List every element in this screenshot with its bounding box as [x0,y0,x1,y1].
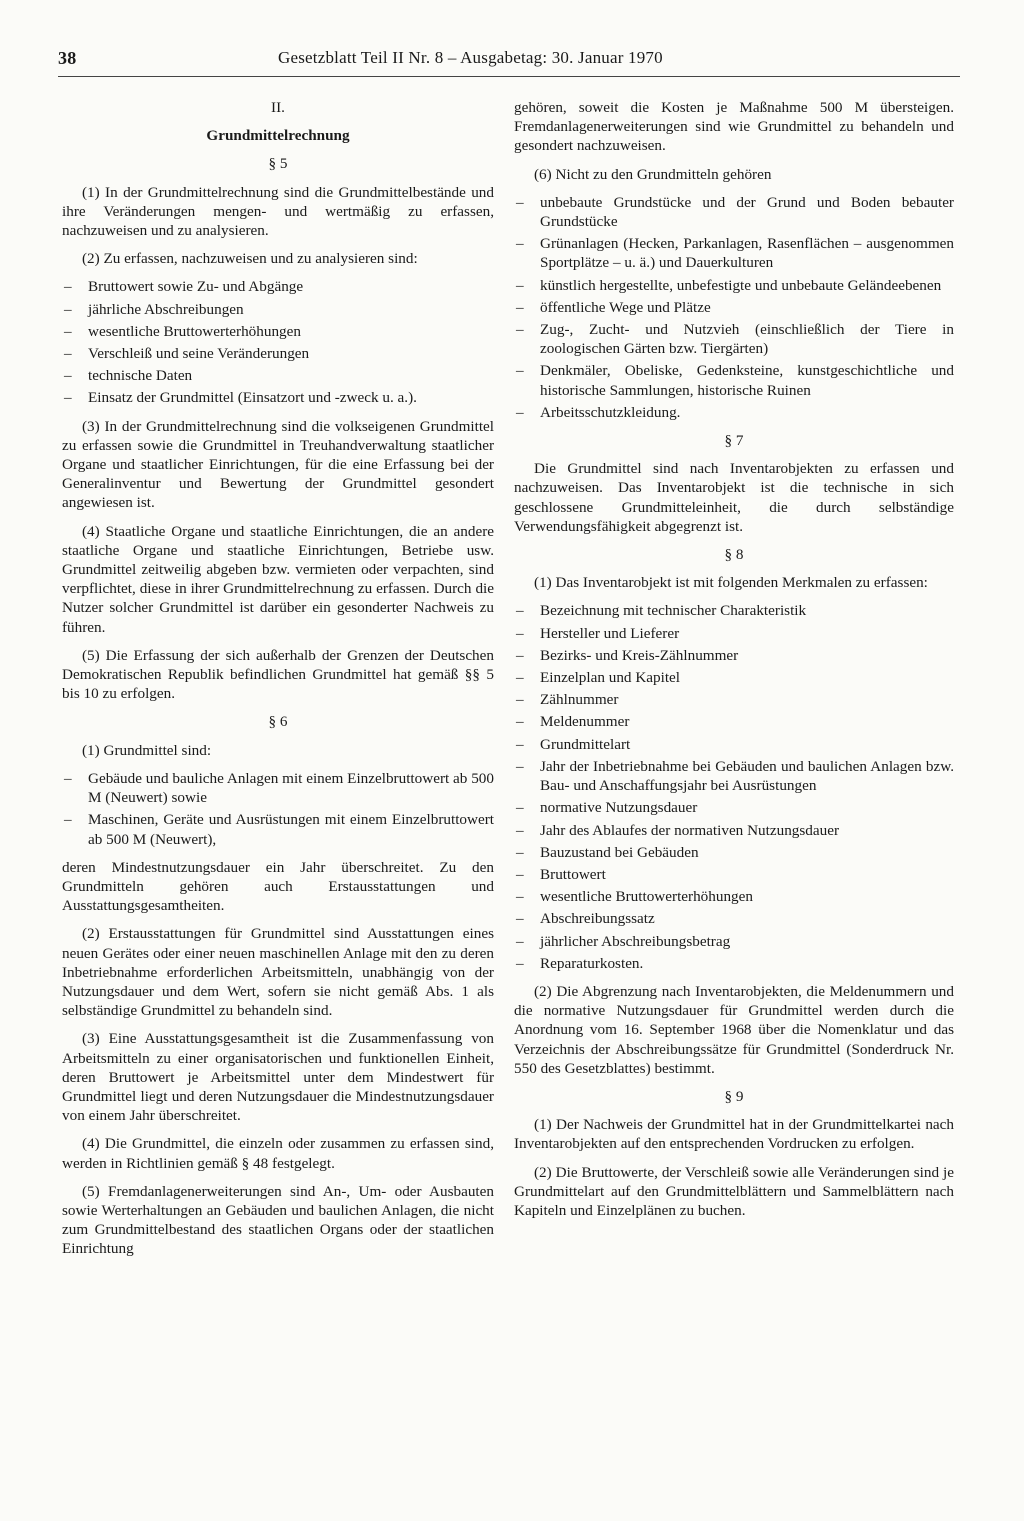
p6-2: (2) Erstausstattungen für Grundmittel sind Ausstattungen eines neuen Gerätes oder einer neuen maschinellen Anlage mit den zu deren Inbetriebnahme erforderlichen Arbeitsmitteln, unabhängig von der Nutzungsdauer und dem Wert, sofern sie nicht gemäß Abs. 1 als selbständige Grundmittel zu behandeln sind. [62,925,494,1020]
p5-2: (2) Zu erfassen, nachzuweisen und zu analysieren sind: [82,250,418,268]
list-item: – Maschinen, Geräte und Ausrüstungen mit einem Einzelbruttowert ab 500 M (Neuwert), [62,810,494,848]
list-item: – Jahr des Ablaufes der normativen Nutzungsdauer [514,821,954,840]
list-item: – wesentliche Bruttowerterhöhungen [514,887,954,906]
list-item: – Jahr der Inbetriebnahme bei Gebäuden und baulichen Anlagen bzw. Bau- und Anschaffungsjahr bei Ausrüstungen [514,757,954,795]
list-item: – künstlich hergestellte, unbefestigte und unbebaute Geländeebenen [514,276,954,295]
paragraph-heading-9: § 9 [724,1087,744,1105]
paragraph-heading-7: § 7 [724,432,744,450]
list-item: – Bruttowert sowie Zu- und Abgänge [62,277,494,296]
list-item: – jährlicher Abschreibungsbetrag [514,932,954,951]
list-item: – Grundmittelart [514,735,954,754]
list-item: – Bezeichnung mit technischer Charakteristik [514,601,954,620]
left-column [62,98,494,1268]
list-item: – Einzelplan und Kapitel [514,668,954,687]
list-item: – Grünanlagen (Hecken, Parkanlagen, Rasenflächen – ausgenommen Sportplätze – u. ä.) und Dauerkulturen [514,234,954,272]
paragraph-heading-5: § 5 [268,155,288,173]
p9-2: (2) Die Bruttowerte, der Verschleiß sowie alle Veränderungen sind je Grundmittelart auf den Grundmittelblättern und Sammelblättern nach Kapiteln und Einzelplänen zu buchen. [514,1163,954,1219]
list-item: – Einsatz der Grundmittel (Einsatzort und -zweck u. a.). [62,388,494,407]
p6-1: (1) Grundmittel sind: [82,741,212,759]
p5-2-list [62,277,494,407]
list-item: – Meldenummer [514,712,954,731]
p5-5: (5) Die Erfassung der sich außerhalb der Grenzen der Deutschen Demokratischen Republik befindlichen Grundmittel hat gemäß §§ 5 bis 10 zu erfolgen. [62,646,494,703]
list-item: – unbebaute Grundstücke und der Grund und Boden bebauter Grundstücke [514,193,954,231]
p9-1: (1) Der Nachweis der Grundmittel hat in der Grundmittelkartei nach Inventarobjekten auf den entsprechenden Vordrucken zu erfolgen. [514,1116,954,1153]
list-item: – normative Nutzungsdauer [514,798,954,817]
p6-1-list [62,769,494,849]
p8-1-list [514,601,954,972]
paragraph-heading-6: § 6 [268,713,288,731]
p6-4: (4) Die Grundmittel, die einzeln oder zusammen zu erfassen sind, werden in Richtlinien gemäß § 48 festgelegt. [62,1135,494,1172]
list-item: – wesentliche Bruttowerterhöhungen [62,322,494,341]
list-item: – Bruttowert [514,865,954,884]
list-item: – öffentliche Wege und Plätze [514,298,954,317]
p8-2: (2) Die Abgrenzung nach Inventarobjekten, die Meldenummern und die normative Nutzungsdauer für Grundmittel werden durch die Anordnung vom 16. September 1968 über die Nomenklatur und das Verzeichnis der Abschreibungssätze für Grundmittel (Sonderdruck Nr. 550 des Gesetzblattes) bestimmt. [514,982,954,1077]
section-number: II. [271,99,285,116]
running-title: Gesetzblatt Teil II Nr. 8 – Ausgabetag: 30. Januar 1970 [278,48,663,67]
list-item: – Zug-, Zucht- und Nutzvieh (einschließlich der Tiere in zoologischen Gärten bzw. Tiergärten) [514,320,954,358]
p6-3: (3) Eine Ausstattungsgesamtheit ist die Zusammenfassung von Arbeitsmitteln zu einer organisatorischen und funktionellen Einheit, deren Bruttowert je Arbeitsmittel unter dem Mindestwert für Grundmittel liegt und deren Nutzungsdauer die Mindestnutzungsdauer von einem Jahr überschreitet. [62,1030,494,1125]
list-item: – Zählnummer [514,690,954,709]
list-item: – jährliche Abschreibungen [62,300,494,319]
page-number: 38 [58,48,77,68]
p8-1: (1) Das Inventarobjekt ist mit folgenden Merkmalen zu erfassen: [534,574,928,592]
list-item: – Bezirks- und Kreis-Zählnummer [514,646,954,665]
paragraph-heading-8: § 8 [724,546,744,564]
p7: Die Grundmittel sind nach Inventarobjekten zu erfassen und nachzuweisen. Das Inventarobjekt ist die technische in sich geschlossene Grundmitteleinheit, die durch selbständige Verwendungsfähigkeit abgegrenzt ist. [514,460,954,535]
p5-1: (1) In der Grundmittelrechnung sind die Grundmittelbestände und ihre Veränderungen mengen- und wertmäßig zu erfassen, nachzuweisen und zu analysieren. [62,183,494,240]
list-item: – Hersteller und Lieferer [514,624,954,643]
list-item: – Bauzustand bei Gebäuden [514,843,954,862]
list-item: – Reparaturkosten. [514,954,954,973]
right-column [514,98,954,1229]
list-item: – Arbeitsschutzkleidung. [514,403,954,422]
p6-5: (5) Fremdanlagenerweiterungen sind An-, Um- oder Ausbauten sowie Werterhaltungen an Gebäuden und baulichen Anlagen, die nicht zum Grundmittelbestand des staatlichen Organs oder der staatlichen Einrichtung [62,1182,494,1258]
section-title: Grundmittelrechnung [206,127,350,145]
list-item: – Verschleiß und seine Veränderungen [62,344,494,363]
p6-1-continuation: deren Mindestnutzungsdauer ein Jahr überschreitet. Zu den Grundmitteln gehören auch Erstausstattungen und Ausstattungsgesamtheiten. [62,858,494,915]
p5-4: (4) Staatliche Organe und staatliche Einrichtungen, die an andere staatliche Organe und staatliche Einrichtungen, Betriebe usw. Grundmittel zeitweilig abgeben bzw. vermieten oder verpachten, sind verpflichtet, diese in ihrer Grundmittelrechnung zu erfassen. Durch die Nutzer solcher Grundmittel ist darüber ein gesonderter Nachweis zu führen. [62,522,494,636]
p6-5-continuation: gehören, soweit die Kosten je Maßnahme 500 M übersteigen. Fremdanlagenerweiterungen sind wie Grundmittel zu behandeln und gesondert nachzuweisen. [514,99,954,155]
header-rule [58,76,960,77]
page-header [58,48,758,74]
p6-6: (6) Nicht zu den Grundmitteln gehören [534,165,772,183]
p6-6-list [514,193,954,422]
list-item: – Gebäude und bauliche Anlagen mit einem Einzelbruttowert ab 500 M (Neuwert) sowie [62,769,494,807]
p5-3: (3) In der Grundmittelrechnung sind die volkseigenen Grundmittel zu erfassen sowie die Grundmittel in Treuhandverwaltung staatlicher Organe und staatlicher Einrichtungen, für die eine Erfassung bei der Generalinventur und Bewertung der Grundmittel gesondert angewiesen ist. [62,417,494,512]
list-item: – Denkmäler, Obeliske, Gedenksteine, kunstgeschichtliche und historische Sammlungen, historische Ruinen [514,361,954,399]
list-item: – Abschreibungssatz [514,909,954,928]
list-item: – technische Daten [62,366,494,385]
